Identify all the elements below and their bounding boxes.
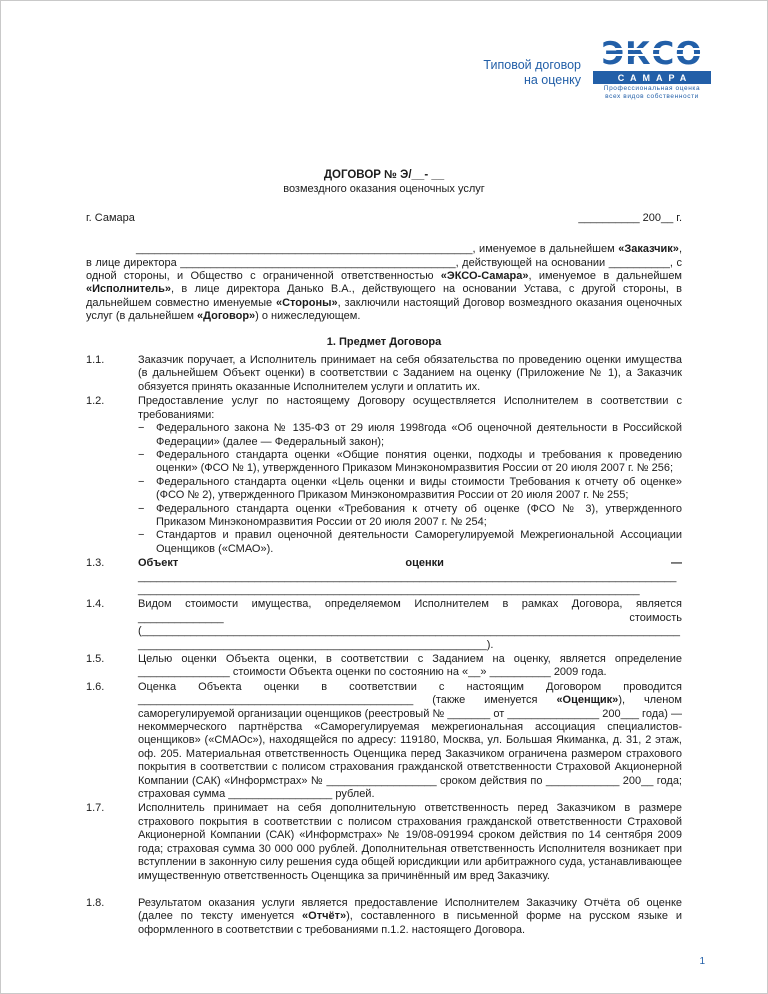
list-item <box>138 503 682 530</box>
clause-1-4 <box>86 598 682 652</box>
list-item <box>138 449 682 476</box>
clause-number: 1.7. <box>86 802 105 815</box>
clause-number: 1.8. <box>86 896 105 909</box>
document-body <box>86 169 682 937</box>
clause-1-7 <box>86 802 682 882</box>
clause-1-1 <box>86 354 682 394</box>
bullet-dash: − <box>138 502 145 515</box>
bullet-dash: − <box>138 475 145 488</box>
bullet-text: Стандартов и правил оценочной деятельности Саморегулируемой Межрегиональной Ассоциации Оценщиков («СМАО»). <box>156 529 682 555</box>
spacer <box>86 883 682 896</box>
clause-text: Оценка Объекта оценки в соответствии с настоящим Договором проводится _____________________________________________ (также именуется «Оценщик»), членом саморегулируемой организации оценщиков (реестровый № _______ от _______________ 200___ года) — некоммерческого партнёрства «Саморегулируемая межрегиональная ассоциация специалистов-оценщиков» («СМАОс»), находящейся по адресу: 119180, Москва, ул. Большая Якиманка, д. 31, 2 этаж, оф. 205. Материальная ответственность Оценщика перед Заказчиком ограничена размером страхового покрытия в соответствии с полисом страхования гражданской ответственности Страховой Акционерной Компании (САК) «Информстрах» № __________________ сроком действия по ____________ 200__ года; страховая сумма _________________ рублей. <box>138 680 682 801</box>
clause-1-6 <box>86 681 682 802</box>
clause-1-2 <box>86 395 682 556</box>
clause-number: 1.6. <box>86 680 105 693</box>
clause-number: 1.1. <box>86 354 105 367</box>
clause-text: Результатом оказания услуги является предоставление Исполнителем Заказчику Отчёта об оценке (далее по тексту именуется «Отчёт»), составленного в письменной форме на русском языке и оформленного в соответствии с требованиями п.1.2. настоящего Договора. <box>138 896 682 936</box>
clause-1-3 <box>86 557 682 597</box>
dateline-date: __________ 200__ г. <box>578 211 682 224</box>
bullet-dash: − <box>138 529 145 542</box>
bullet-text: Федерального закона № 135-ФЗ от 29 июля 1998года «Об оценочной деятельности в Российской Федерации» (далее — Федеральный закон); <box>156 422 682 448</box>
list-item <box>138 529 682 556</box>
clause-text: Исполнитель принимает на себя дополнительную ответственность перед Заказчиком в размере страхового покрытия в соответствии с полисом страхования гражданской ответственности Страховой Акционерной Компании (САК) «Информстрах» № 19/08-091994 сроком действия по 14 сентября 2009 года; страховая сумма 30 000 000 рублей. Дополнительная ответственность Исполнителя возникает при вступлении в законную силу решения суда общей юрисдикции или арбитражного суда, устанавливающее имущественную ответственность Оценщика за причинённый им вред Заказчику. <box>138 802 682 882</box>
bullet-dash: − <box>138 448 145 461</box>
dateline-city: г. Самара <box>86 211 135 224</box>
clause-1-8 <box>86 897 682 937</box>
clause-text: Предоставление услуг по настоящему Договору осуществляется Исполнителем в соответствии с требованиями: <box>138 395 682 421</box>
tagline-line-1: Типовой договор <box>483 58 581 72</box>
clause-text: Целью оценки Объекта оценки, в соответствии с Заданием на оценку, является определение _______________ стоимости Объекта оценки по состоянию на «__» __________ 2009 года. <box>138 653 682 679</box>
bullet-text: Федерального стандарта оценки «Требования к отчету об оценке (ФСО № 3), утвержденного Приказом Минэкономразвития России от 20 июля 2007 г. № 254; <box>156 502 682 528</box>
list-item <box>138 476 682 503</box>
doc-title: ДОГОВОР № Э/__- __ <box>323 169 445 181</box>
logo-stripe-icon <box>593 48 711 50</box>
dateline <box>86 212 682 225</box>
logo-slogan-line-2: всех видов собственности <box>605 93 699 100</box>
bullet-text: Федерального стандарта оценки «Цель оценки и виды стоимости Требования к отчету об оценке» (ФСО № 2), утвержденного Приказом Минэкономразвития России от 20 июля 2007 г. № 255; <box>156 475 682 502</box>
ekso-logo <box>593 39 711 100</box>
clause-number: 1.4. <box>86 598 105 611</box>
logo-slogan-line-1: Профессиональная оценка <box>603 85 701 92</box>
clause-1-5 <box>86 653 682 680</box>
preamble-paragraph: _______________________________________________________, именуемое в дальнейшем «Заказчик», в лице директора _____________________________________________, действующей на основании __________, с одной стороны, и Общество с ограниченной ответственностью «ЭКСО-Самара», именуемое в дальнейшем «Исполнитель», в лице директора Данько В.А., действующего на основании Устава, с другой стороны, в дальнейшем совместно именуемые «Стороны», заключили настоящий Договор возмездного оказания оценочных услуг (в дальнейшем «Договор») о нижеследующем. <box>86 243 682 323</box>
doc-subtitle: возмездного оказания оценочных услуг <box>283 183 485 196</box>
clause-text: Видом стоимости имущества, определяемом Исполнителем в рамках Договора, является ______________ стоимость (_________________________________________________________________________________________________________________________________________________). <box>138 598 682 651</box>
bullet-dash: − <box>138 422 145 435</box>
clause-number: 1.3. <box>86 557 105 570</box>
list-item <box>138 422 682 449</box>
bullet-text: Федерального стандарта оценки «Общие понятия оценки, подходы и требования к проведению оценки» (ФСО № 1), утвержденного Приказом Минэкономразвития России от 20 июля 2007 г. № 256; <box>156 448 682 475</box>
logo-brand <box>593 39 711 70</box>
clause-number: 1.2. <box>86 395 105 408</box>
clause-text: Заказчик поручает, а Исполнитель принимает на себя обязательства по проведению оценки имущества (в дальнейшем Объект оценки) в соответствии с Заданием на оценку (Приложение № 1), а Заказчик обязуется принять оказанные Исполнителем услуги и оплатить их. <box>138 354 682 393</box>
clause-text: Объект оценки — __________________________________________________________________________________________________________________________________________________________________________ <box>138 557 682 596</box>
clause-number: 1.5. <box>86 653 105 665</box>
header-tagline <box>483 58 581 88</box>
tagline-line-2: на оценку <box>523 73 581 87</box>
section-heading: 1. Предмет Договора <box>326 335 442 348</box>
logo-stripe-icon <box>593 54 711 56</box>
logo-city-bar: САМАРА <box>593 71 711 84</box>
page-number: 1 <box>699 956 705 967</box>
